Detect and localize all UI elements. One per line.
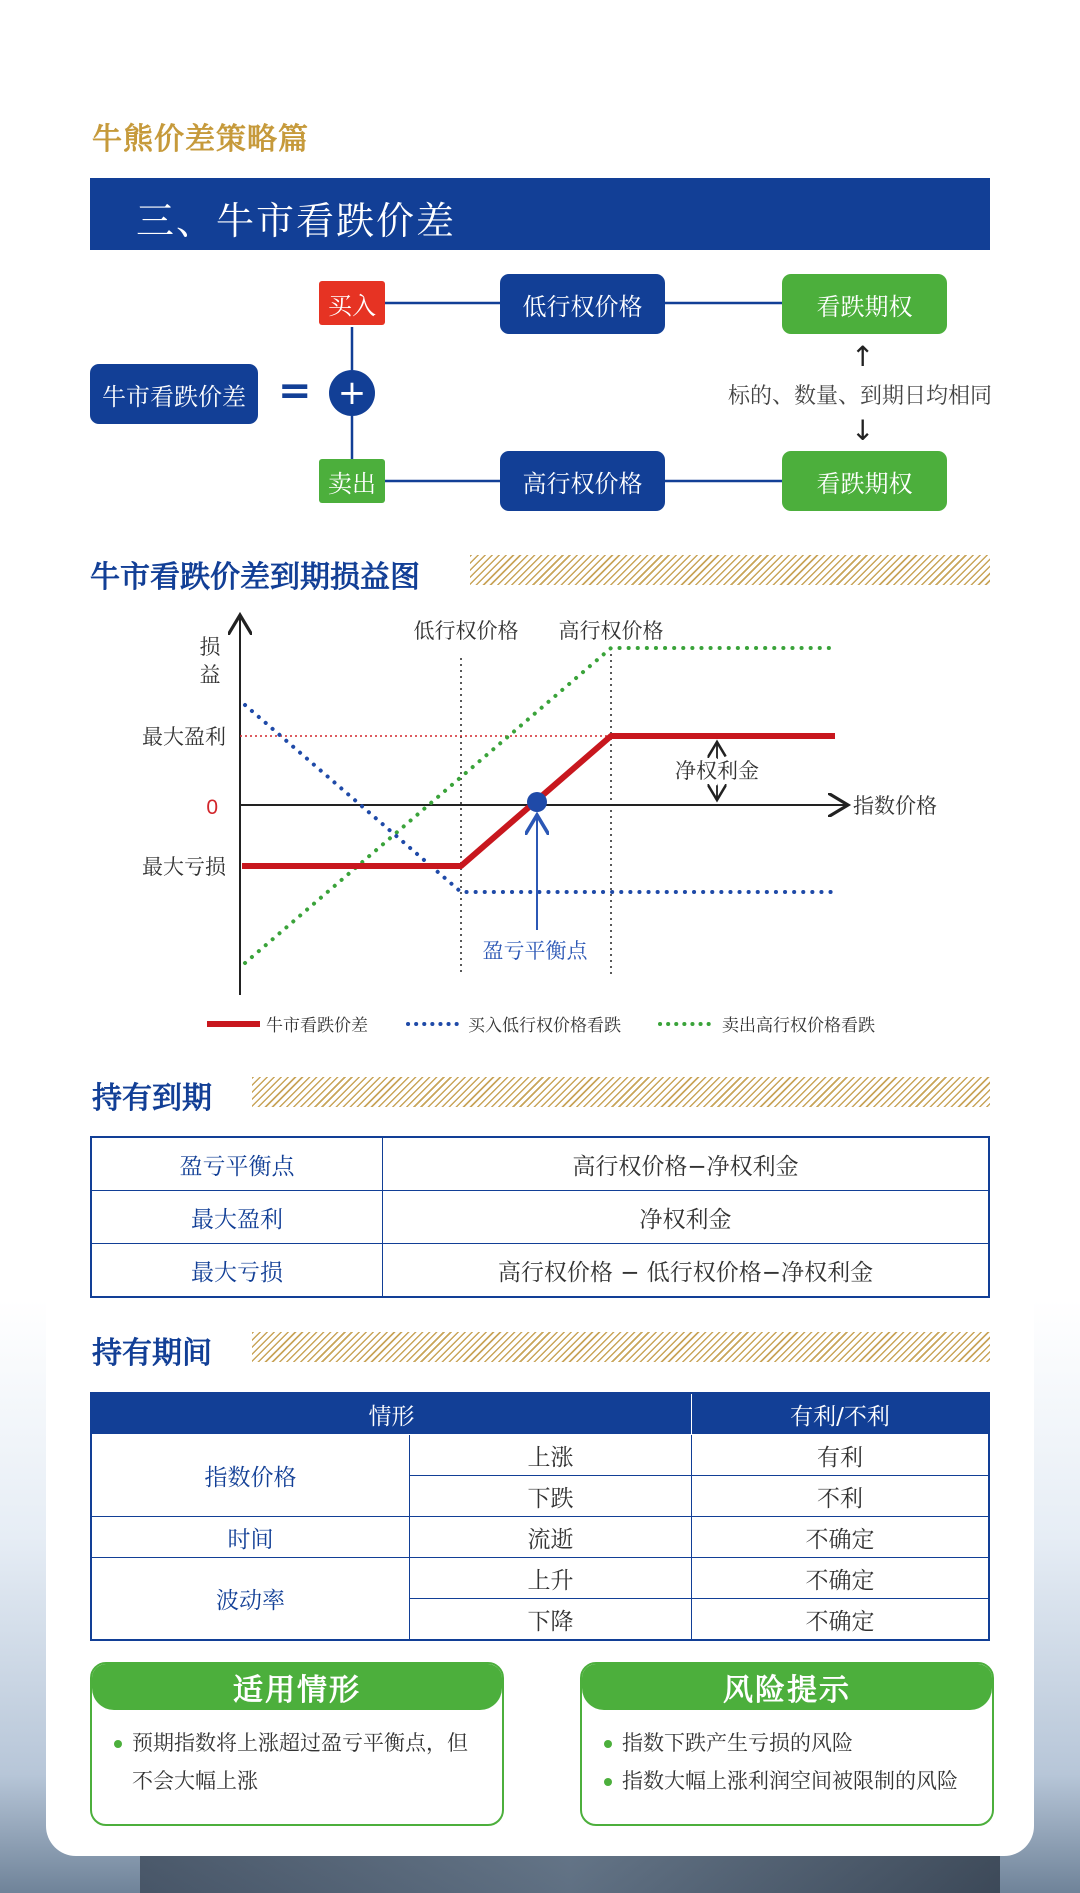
equals-sign: = xyxy=(278,368,312,414)
arrow-down-icon: ↓ xyxy=(851,414,875,447)
applicable-box xyxy=(90,1662,504,1826)
y-tick-max-profit: 最大盈利 xyxy=(142,726,226,749)
result-cell: 不确定 xyxy=(692,1599,990,1641)
result-cell: 不确定 xyxy=(692,1517,990,1558)
strategy-chip: 牛市看跌价差 xyxy=(90,364,258,424)
row-key: 最大盈利 xyxy=(91,1191,383,1244)
applicable-title: 适用情形 xyxy=(92,1664,502,1710)
condition-cell: 流逝 xyxy=(410,1517,692,1558)
y-axis-label-1: 损 xyxy=(199,636,221,659)
row-value: 高行权价格 − 低行权价格−净权利金 xyxy=(383,1244,990,1298)
table-row xyxy=(91,1517,989,1558)
legend-label-buy-low-put: 买入低行权价格看跌 xyxy=(468,1016,621,1035)
same-terms-note: 标的、数量、到期日均相同 xyxy=(728,384,993,409)
hold-period-table xyxy=(90,1392,990,1641)
table-row xyxy=(91,1137,989,1191)
high-strike-chip: 高行权价格 xyxy=(500,451,665,511)
payoff-chart xyxy=(0,600,1080,1070)
legend-label-spread: 牛市看跌价差 xyxy=(266,1016,368,1035)
buy-label: 买入 xyxy=(319,281,385,325)
plus-icon: + xyxy=(329,370,375,416)
hatch-decoration xyxy=(470,555,990,585)
list-item: 指数大幅上涨利润空间被限制的风险 xyxy=(604,1762,976,1800)
risk-box xyxy=(580,1662,994,1826)
header-favorable: 有利/不利 xyxy=(692,1393,990,1435)
result-cell: 不利 xyxy=(692,1476,990,1517)
row-key: 盈亏平衡点 xyxy=(91,1137,383,1191)
result-cell: 有利 xyxy=(692,1435,990,1476)
put-option-top-chip: 看跌期权 xyxy=(782,274,947,334)
x-axis-label: 指数价格 xyxy=(853,795,937,818)
list-item: 预期指数将上涨超过盈亏平衡点，但不会大幅上涨 xyxy=(114,1724,486,1800)
y-tick-max-loss: 最大亏损 xyxy=(142,856,226,879)
condition-cell: 下降 xyxy=(410,1599,692,1641)
section-title: 三、牛市看跌价差 xyxy=(136,199,457,243)
table-row xyxy=(91,1244,989,1298)
risk-list xyxy=(582,1724,992,1800)
low-strike-chip: 低行权价格 xyxy=(500,274,665,334)
risk-title: 风险提示 xyxy=(582,1664,992,1710)
x-label-high-strike: 高行权价格 xyxy=(558,620,664,643)
applicable-list xyxy=(92,1724,502,1800)
chart-section-title: 牛市看跌价差到期损益图 xyxy=(90,560,420,595)
table-row xyxy=(91,1435,989,1476)
header-situation: 情形 xyxy=(91,1393,692,1435)
sell-label: 卖出 xyxy=(319,459,385,503)
brand-title: 牛熊价差策略篇 xyxy=(92,122,309,157)
put-option-bottom-chip: 看跌期权 xyxy=(782,451,947,511)
breakeven-label: 盈亏平衡点 xyxy=(482,940,588,963)
table-header-row xyxy=(91,1393,989,1435)
row-value: 高行权价格−净权利金 xyxy=(383,1137,990,1191)
group-index-price: 指数价格 xyxy=(91,1435,410,1517)
arrow-up-icon: ↑ xyxy=(851,340,875,373)
row-value: 净权利金 xyxy=(383,1191,990,1244)
hatch-decoration xyxy=(252,1077,990,1107)
hold-to-expiry-title: 持有到期 xyxy=(92,1081,212,1116)
y-tick-zero: 0 xyxy=(206,796,218,819)
condition-cell: 上升 xyxy=(410,1558,692,1599)
net-premium-label: 净权利金 xyxy=(675,760,759,783)
row-key: 最大亏损 xyxy=(91,1244,383,1298)
breakeven-point xyxy=(527,792,547,812)
table-row xyxy=(91,1558,989,1599)
hatch-decoration xyxy=(252,1332,990,1362)
result-cell: 不确定 xyxy=(692,1558,990,1599)
group-volatility: 波动率 xyxy=(91,1558,410,1641)
legend-label-sell-high-put: 卖出高行权价格看跌 xyxy=(722,1016,875,1035)
x-label-low-strike: 低行权价格 xyxy=(413,620,519,643)
condition-cell: 下跌 xyxy=(410,1476,692,1517)
hold-period-title: 持有期间 xyxy=(92,1336,212,1371)
y-axis-label-2: 益 xyxy=(199,664,221,687)
hold-to-expiry-table xyxy=(90,1136,990,1298)
list-item: 指数下跌产生亏损的风险 xyxy=(604,1724,976,1762)
condition-cell: 上涨 xyxy=(410,1435,692,1476)
table-row xyxy=(91,1191,989,1244)
group-time: 时间 xyxy=(91,1517,410,1558)
